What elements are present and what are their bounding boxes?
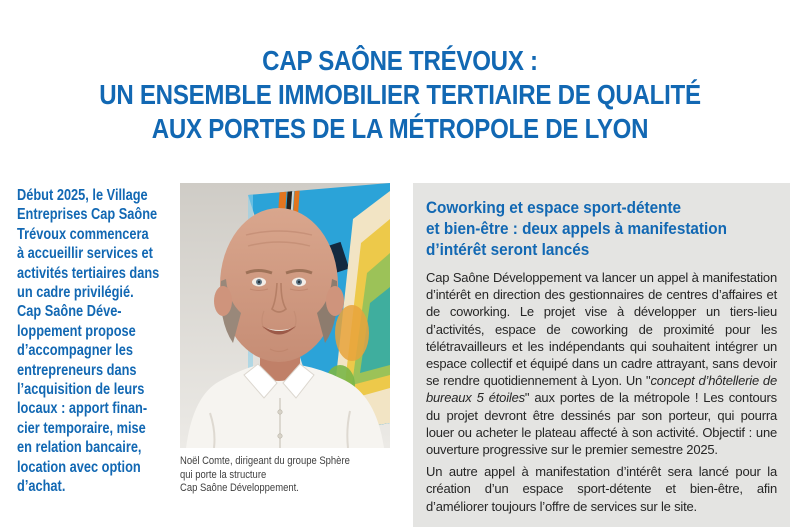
ear-right [326,286,344,316]
photo-caption: Noël Comte, dirigeant du groupe Sphère qui porte la structure Cap Saône Développement. [180,455,350,495]
paragraph-1-text: Cap Saône Développement va lancer un appel à manifestation d’intérêt en direction des gestionnaires de centres d’affaires et de coworking. Le projet vise à développer un tiers-lieu d’activités, espace de coworking de proximité pour les télétravailleurs et les indépendants qui souhaitent intégrer un espace collectif et équipé dans un cadre attrayant, sans devoir se rendre quotidiennement à Lyon. Un " [426,270,777,389]
portrait-figure [180,183,390,496]
ear-left [214,286,232,316]
paragraph-1-text-end: " aux portes de la métropole ! Les contours du projet devront être dessinés par son porteur, qui pourra louer ou acheter le plateau affecté à son activité. Objectif : une ouverture progressive sur le premier semestre 2025. [426,390,777,458]
article-title: CAP SAÔNE TRÉVOUX : UN ENSEMBLE IMMOBILIER TERTIAIRE DE QUALITÉ AUX PORTES DE LA MÉTROPOLE DE LYON [99,45,701,144]
intro-paragraph: Début 2025, le Village Entreprises Cap Saône Trévoux commencera à accueillir services et activités tertiaires dans un cadre privilégié. Cap Saône Déve- loppement propose d’accompagner les entrepreneurs dans l’acquisition de leurs locaux : apport finan- cier temporaire, mise en relation bancaire, location avec option d’achat. [17,187,160,496]
info-box-paragraph-2: Un autre appel à manifestation d’intérêt sera lancé pour la création d’un espace sport-détente et bien-être, afin d’améliorer toujours l’offre de services sur le site. [426,464,777,514]
info-box [413,183,790,527]
info-box-heading: Coworking et espace sport-détente et bien-être : deux appels à manifestation d’intérêt seront lancés [426,198,727,259]
portrait-photo [180,183,390,448]
paragraph-1-italic-quote: concept d’hôtellerie de bureaux 5 étoiles [426,373,777,406]
info-box-paragraph-1 [426,269,777,458]
